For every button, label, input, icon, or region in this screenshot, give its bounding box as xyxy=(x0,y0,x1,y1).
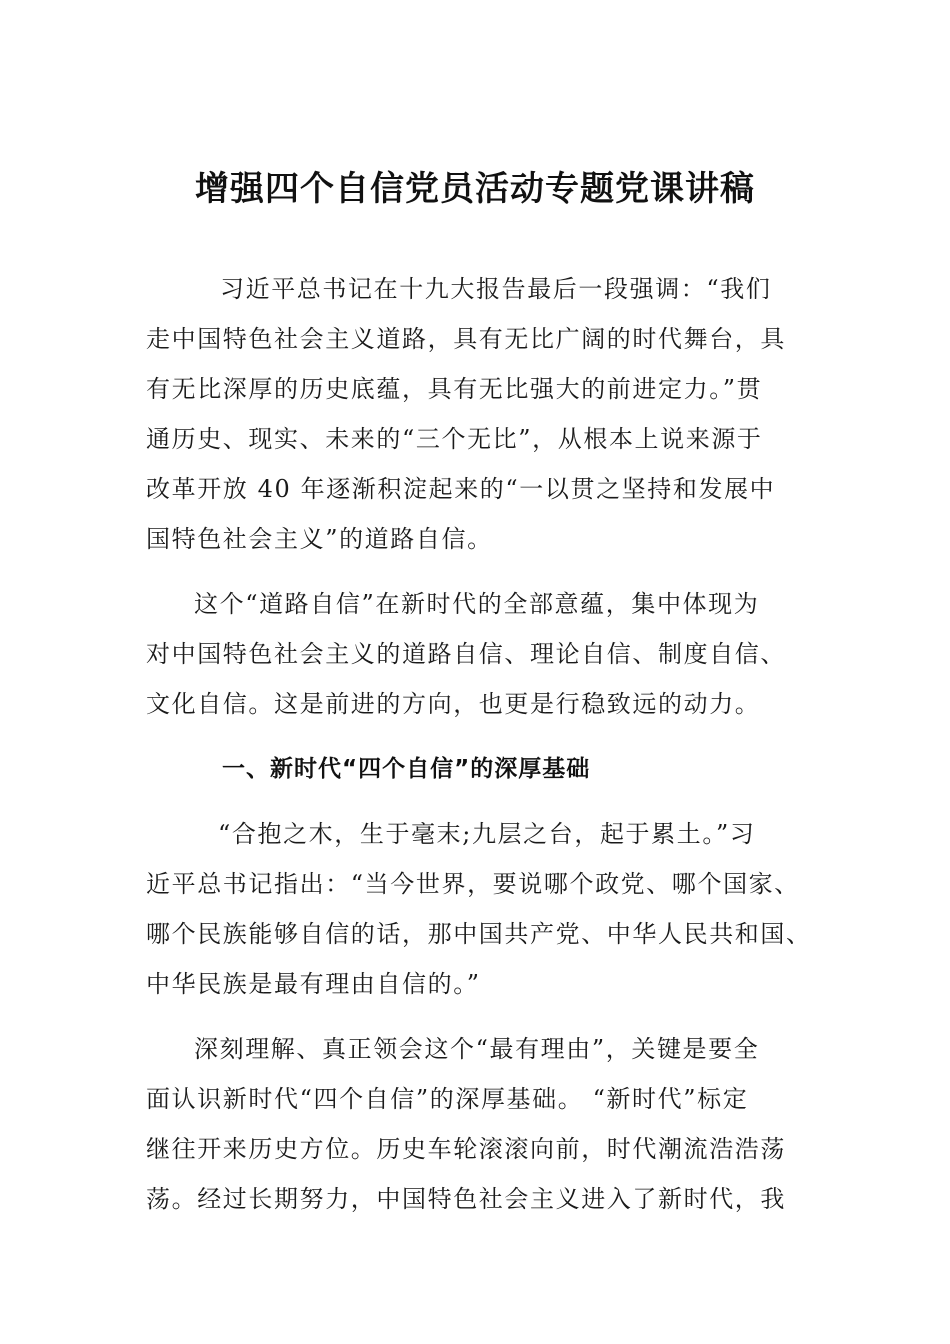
text-line: 习近平总书记在十九大报告最后一段强调：“我们 xyxy=(220,275,772,303)
text-line: 有无比深厚的历史底蕴，具有无比强大的前进定力。”贯 xyxy=(146,375,763,403)
document-body xyxy=(146,264,812,1239)
paragraph-section-2 xyxy=(146,1024,806,1224)
text-line: “合抱之木，生于毫末;九层之台，起于累土。”习 xyxy=(218,820,756,848)
text-line: 国特色社会主义”的道路自信。 xyxy=(146,525,493,553)
text-line: 近平总书记指出：“当今世界，要说哪个政党、哪个国家、 xyxy=(146,870,800,898)
text-line: 中华民族是最有理由自信的。” xyxy=(146,970,481,998)
text-line: 深刻理解、真正领会这个“最有理由”，关键是要全 xyxy=(194,1035,760,1063)
text-line: 荡。经过长期努力，中国特色社会主义进入了新时代，我 xyxy=(146,1185,786,1213)
paragraph-section-1 xyxy=(146,809,812,1009)
text-line: 通历史、现实、未来的“三个无比”，从根本上说来源于 xyxy=(146,425,763,453)
text-line: 这个“道路自信”在新时代的全部意蕴，集中体现为 xyxy=(194,590,760,618)
text-line: 哪个民族能够自信的话，那中国共产党、中华人民共和国、 xyxy=(146,920,812,948)
document-title: 增强四个自信党员活动专题党课讲稿 xyxy=(195,169,755,209)
text-line: 对中国特色社会主义的道路自信、理论自信、制度自信、 xyxy=(146,640,786,668)
text-line: 改革开放 40 年逐渐积淀起来的“一以贯之坚持和发展中 xyxy=(146,475,776,503)
text-line: 继往开来历史方位。历史车轮滚滚向前，时代潮流浩浩荡 xyxy=(146,1135,786,1163)
paragraph-intro-2 xyxy=(146,579,806,729)
text-line: 走中国特色社会主义道路，具有无比广阔的时代舞台，具 xyxy=(146,325,786,353)
text-line: 面认识新时代“四个自信”的深厚基础。 “新时代”标定 xyxy=(146,1085,749,1113)
section-heading: 一、新时代“四个自信”的深厚基础 xyxy=(222,756,591,782)
text-line: 文化自信。这是前进的方向，也更是行稳致远的动力。 xyxy=(146,690,761,718)
paragraph-intro-1 xyxy=(146,264,806,564)
